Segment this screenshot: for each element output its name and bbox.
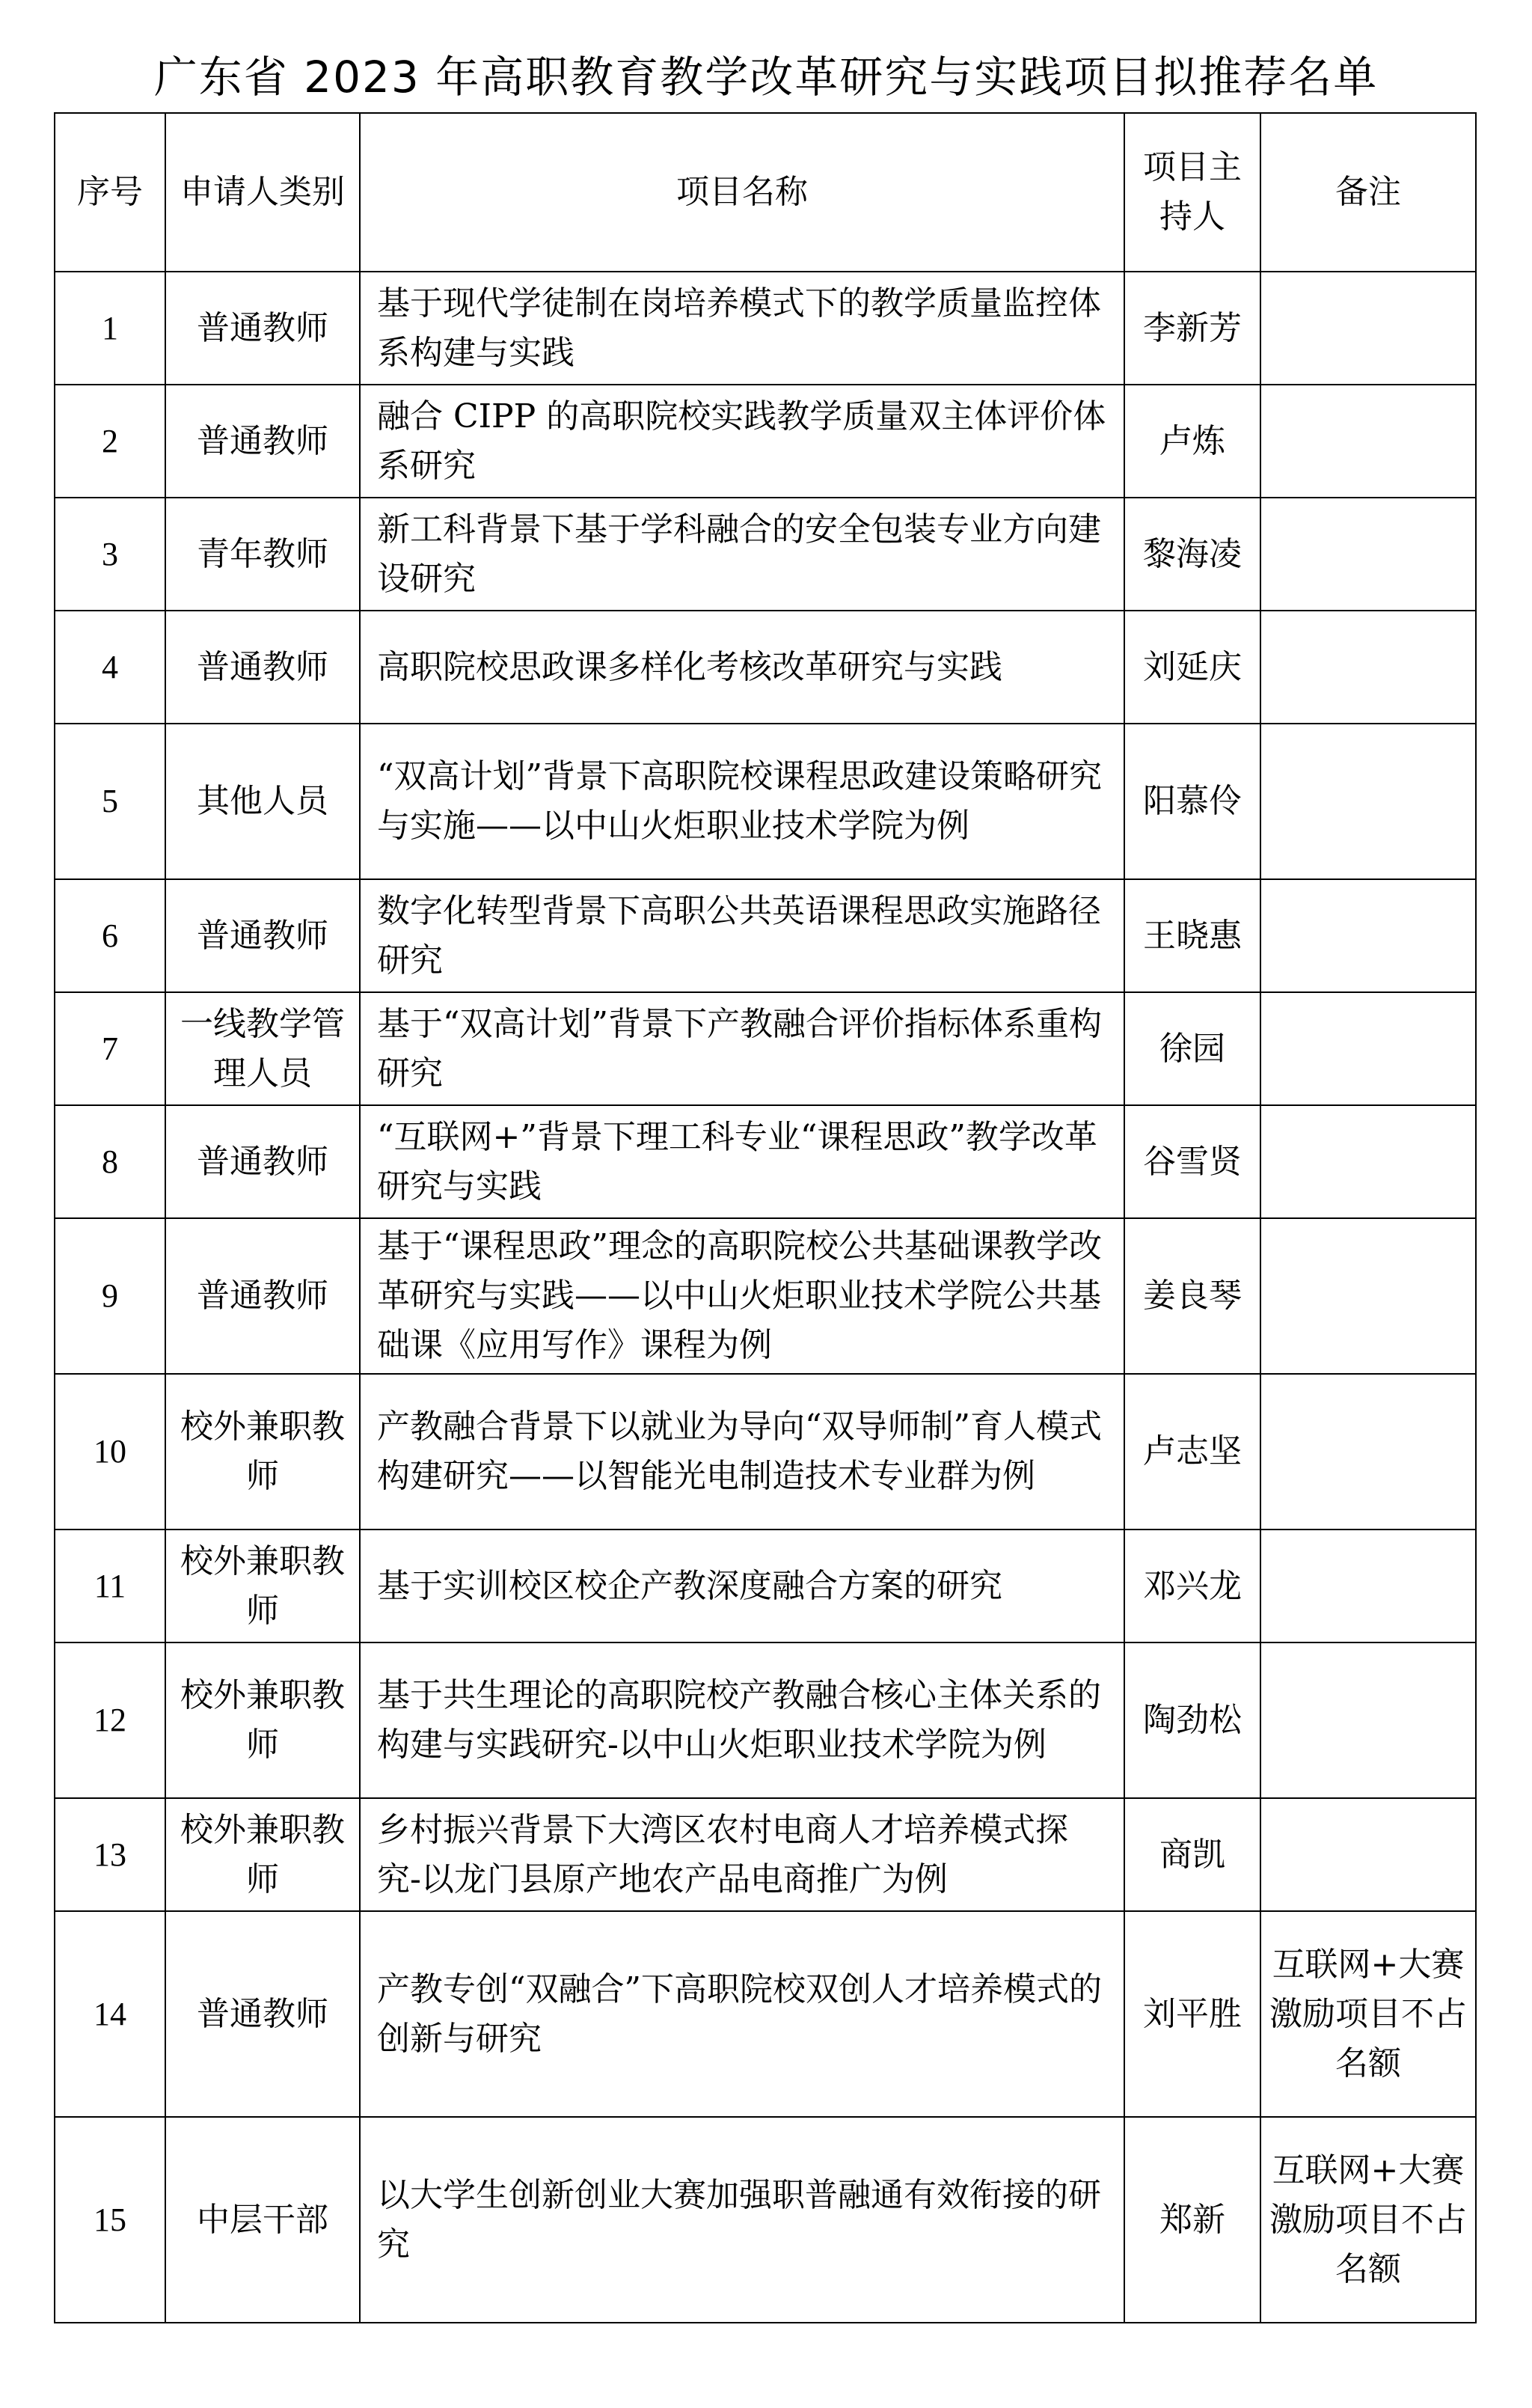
row-project: 乡村振兴背景下大湾区农村电商人才培养模式探究-以龙门县原产地农产品电商推广为例	[360, 1798, 1124, 1911]
row-project: “互联网+”背景下理工科专业“课程思政”教学改革研究与实践	[360, 1105, 1124, 1218]
row-note	[1260, 385, 1476, 498]
row-category: 普通教师	[165, 385, 360, 498]
row-index: 12	[55, 1642, 165, 1798]
row-index: 15	[55, 2117, 165, 2323]
row-index: 14	[55, 1911, 165, 2117]
row-index: 9	[55, 1218, 165, 1374]
row-note	[1260, 498, 1476, 611]
row-host: 李新芳	[1124, 272, 1260, 385]
table-row	[55, 611, 1476, 724]
row-host: 谷雪贤	[1124, 1105, 1260, 1218]
row-category: 中层干部	[165, 2117, 360, 2323]
row-category: 普通教师	[165, 1218, 360, 1374]
table-row	[55, 1218, 1476, 1374]
row-project: 基于共生理论的高职院校产教融合核心主体关系的构建与实践研究-以中山火炬职业技术学院为例	[360, 1642, 1124, 1798]
table-row	[55, 1798, 1476, 1911]
row-index: 5	[55, 724, 165, 879]
row-category: 其他人员	[165, 724, 360, 879]
row-host: 黎海凌	[1124, 498, 1260, 611]
row-note	[1260, 272, 1476, 385]
row-note	[1260, 1374, 1476, 1530]
row-index: 6	[55, 879, 165, 992]
row-category: 校外兼职教师	[165, 1374, 360, 1530]
row-index: 4	[55, 611, 165, 724]
row-project: “双高计划”背景下高职院校课程思政建设策略研究与实施——以中山火炬职业技术学院为例	[360, 724, 1124, 879]
row-project: 基于“课程思政”理念的高职院校公共基础课教学改革研究与实践——以中山火炬职业技术学院公共基础课《应用写作》课程为例	[360, 1218, 1124, 1374]
row-note	[1260, 992, 1476, 1105]
row-note	[1260, 611, 1476, 724]
row-host: 姜良琴	[1124, 1218, 1260, 1374]
row-index: 2	[55, 385, 165, 498]
row-project: 融合 CIPP 的高职院校实践教学质量双主体评价体系研究	[360, 385, 1124, 498]
row-category: 普通教师	[165, 1911, 360, 2117]
row-project: 产教融合背景下以就业为导向“双导师制”育人模式构建研究——以智能光电制造技术专业群为例	[360, 1374, 1124, 1530]
row-project: 新工科背景下基于学科融合的安全包装专业方向建设研究	[360, 498, 1124, 611]
row-index: 11	[55, 1530, 165, 1642]
row-category: 普通教师	[165, 272, 360, 385]
row-host: 郑新	[1124, 2117, 1260, 2323]
row-host: 刘延庆	[1124, 611, 1260, 724]
row-category: 校外兼职教师	[165, 1642, 360, 1798]
row-note	[1260, 1218, 1476, 1374]
table-row	[55, 1105, 1476, 1218]
row-project: 数字化转型背景下高职公共英语课程思政实施路径研究	[360, 879, 1124, 992]
recommendation-table	[54, 112, 1477, 2323]
row-category: 普通教师	[165, 879, 360, 992]
table-row	[55, 1911, 1476, 2117]
row-host: 卢炼	[1124, 385, 1260, 498]
page-title: 广东省 2023 年高职教育教学改革研究与实践项目拟推荐名单	[153, 52, 1379, 103]
row-host: 陶劲松	[1124, 1642, 1260, 1798]
table-row	[55, 992, 1476, 1105]
row-category: 普通教师	[165, 611, 360, 724]
row-category: 校外兼职教师	[165, 1798, 360, 1911]
row-category: 校外兼职教师	[165, 1530, 360, 1642]
row-host: 商凯	[1124, 1798, 1260, 1911]
row-project: 高职院校思政课多样化考核改革研究与实践	[360, 611, 1124, 724]
table-row	[55, 2117, 1476, 2323]
row-category: 普通教师	[165, 1105, 360, 1218]
header-project: 项目名称	[360, 113, 1124, 272]
row-note	[1260, 724, 1476, 879]
table-row	[55, 272, 1476, 385]
table-header-row	[55, 113, 1476, 272]
row-project: 基于实训校区校企产教深度融合方案的研究	[360, 1530, 1124, 1642]
row-host: 徐园	[1124, 992, 1260, 1105]
row-project: 基于现代学徒制在岗培养模式下的教学质量监控体系构建与实践	[360, 272, 1124, 385]
row-project: 产教专创“双融合”下高职院校双创人才培养模式的创新与研究	[360, 1911, 1124, 2117]
table-row	[55, 1530, 1476, 1642]
row-host: 邓兴龙	[1124, 1530, 1260, 1642]
header-category: 申请人类别	[165, 113, 360, 272]
row-index: 13	[55, 1798, 165, 1911]
row-note	[1260, 1798, 1476, 1911]
row-host: 刘平胜	[1124, 1911, 1260, 2117]
table-row	[55, 724, 1476, 879]
row-category: 青年教师	[165, 498, 360, 611]
table-row	[55, 385, 1476, 498]
row-note	[1260, 879, 1476, 992]
row-index: 7	[55, 992, 165, 1105]
row-note: 互联网+大赛激励项目不占名额	[1260, 2117, 1476, 2323]
header-index: 序号	[55, 113, 165, 272]
row-category: 一线教学管理人员	[165, 992, 360, 1105]
table-row	[55, 879, 1476, 992]
row-project: 基于“双高计划”背景下产教融合评价指标体系重构研究	[360, 992, 1124, 1105]
table-row	[55, 1642, 1476, 1798]
table-row	[55, 1374, 1476, 1530]
header-note: 备注	[1260, 113, 1476, 272]
row-index: 1	[55, 272, 165, 385]
row-host: 阳慕伶	[1124, 724, 1260, 879]
row-host: 王晓惠	[1124, 879, 1260, 992]
row-note	[1260, 1105, 1476, 1218]
table-row	[55, 498, 1476, 611]
row-host: 卢志坚	[1124, 1374, 1260, 1530]
row-note: 互联网+大赛激励项目不占名额	[1260, 1911, 1476, 2117]
row-index: 3	[55, 498, 165, 611]
header-host: 项目主持人	[1124, 113, 1260, 272]
row-index: 8	[55, 1105, 165, 1218]
row-note	[1260, 1530, 1476, 1642]
row-index: 10	[55, 1374, 165, 1530]
row-project: 以大学生创新创业大赛加强职普融通有效衔接的研究	[360, 2117, 1124, 2323]
row-note	[1260, 1642, 1476, 1798]
